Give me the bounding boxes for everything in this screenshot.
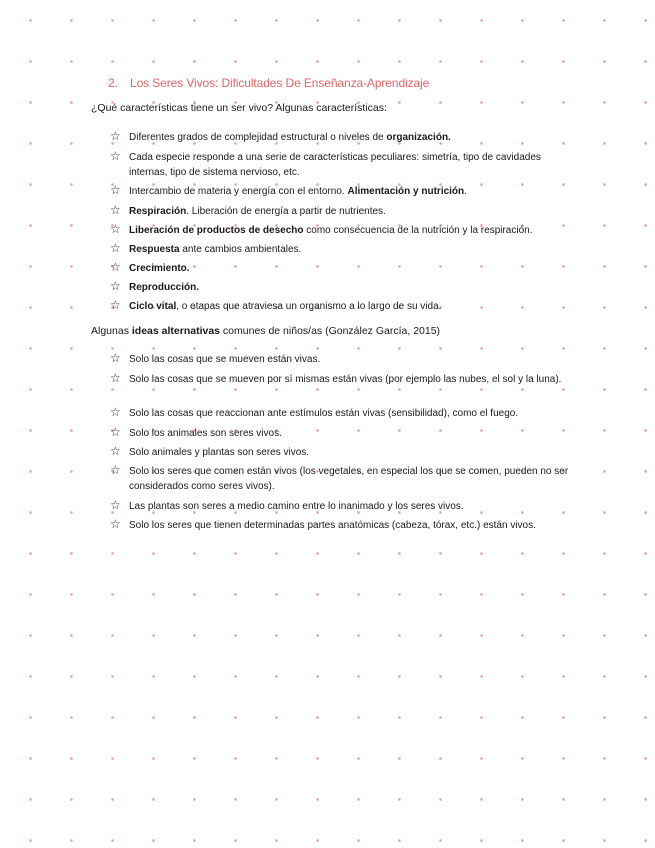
star-outline-icon: ☆ bbox=[110, 351, 121, 365]
star-outline-icon: ☆ bbox=[110, 425, 121, 439]
star-outline-icon: ☆ bbox=[110, 405, 121, 419]
alternative-ideas-intro: Algunas ideas alternativas comunes de niños/as (González García, 2015) bbox=[91, 325, 441, 337]
star-outline-icon: ☆ bbox=[110, 298, 121, 312]
characteristics-list bbox=[110, 130, 570, 318]
list-item: ☆ Solo las cosas que reaccionan ante estímulos están vivas (sensibilidad), como el fuego. bbox=[110, 405, 519, 419]
star-outline-icon: ☆ bbox=[110, 444, 121, 458]
list-item: ☆ Crecimiento. bbox=[110, 260, 190, 274]
star-outline-icon: ☆ bbox=[110, 371, 121, 385]
star-outline-icon: ☆ bbox=[110, 498, 121, 512]
star-outline-icon: ☆ bbox=[110, 203, 121, 217]
section-title: Los Seres Vivos: Dificultades De Enseñanza-Aprendizaje bbox=[130, 76, 430, 90]
section-number: 2. bbox=[108, 76, 118, 90]
star-outline-icon: ☆ bbox=[110, 222, 121, 236]
section-heading bbox=[108, 76, 429, 90]
list-item: ☆ Solo animales y plantas son seres vivos. bbox=[110, 444, 310, 458]
list-item: ☆ Las plantas son seres a medio camino entre lo inanimado y los seres vivos. bbox=[110, 498, 464, 512]
star-outline-icon: ☆ bbox=[110, 279, 121, 293]
list-item: ☆ Intercambio de materia y energía con el entorno. Alimentación y nutrición. bbox=[110, 183, 467, 197]
list-item: ☆ Solo los seres que comen están vivos (los vegetales, en especial los que se comen, pueden no ser considerados como seres vivos). bbox=[110, 463, 569, 492]
star-outline-icon: ☆ bbox=[110, 260, 121, 274]
list-item: ☆ Cada especie responde a una serie de características peculiares: simetría, tipo de cavidades internas, tipo de sistema nervioso, etc. bbox=[110, 149, 541, 178]
list-item: ☆ Respiración. Liberación de energía a partir de nutrientes. bbox=[110, 203, 386, 217]
star-outline-icon: ☆ bbox=[110, 129, 121, 143]
list-item: ☆ Diferentes grados de complejidad estructural o niveles de organización. bbox=[110, 129, 451, 143]
star-outline-icon: ☆ bbox=[110, 517, 121, 531]
list-item: ☆ Solo los animales son seres vivos. bbox=[110, 425, 282, 439]
list-item: ☆ Solo los seres que tienen determinadas partes anatómicas (cabeza, tórax, etc.) están vivos. bbox=[110, 517, 536, 531]
star-outline-icon: ☆ bbox=[110, 183, 121, 197]
star-outline-icon: ☆ bbox=[110, 241, 121, 255]
star-outline-icon: ☆ bbox=[110, 149, 121, 163]
list-item: ☆ Solo las cosas que se mueven están vivas. bbox=[110, 351, 321, 365]
alternative-ideas-list bbox=[110, 352, 570, 537]
star-outline-icon: ☆ bbox=[110, 463, 121, 477]
list-item: ☆ Reproducción. bbox=[110, 279, 200, 293]
list-item: ☆ Ciclo vital, o etapas que atraviesa un organismo a lo largo de su vida. bbox=[110, 298, 442, 312]
list-item: ☆ Liberación de productos de desecho como consecuencia de la nutrición y la respiración. bbox=[110, 222, 533, 236]
list-item: ☆ Solo las cosas que se mueven por sí mismas están vivas (por ejemplo las nubes, el sol y la luna). bbox=[110, 371, 562, 385]
intro-question: ¿Qué características tiene un ser vivo? Algunas características: bbox=[91, 102, 387, 114]
list-item: ☆ Respuesta ante cambios ambientales. bbox=[110, 241, 302, 255]
